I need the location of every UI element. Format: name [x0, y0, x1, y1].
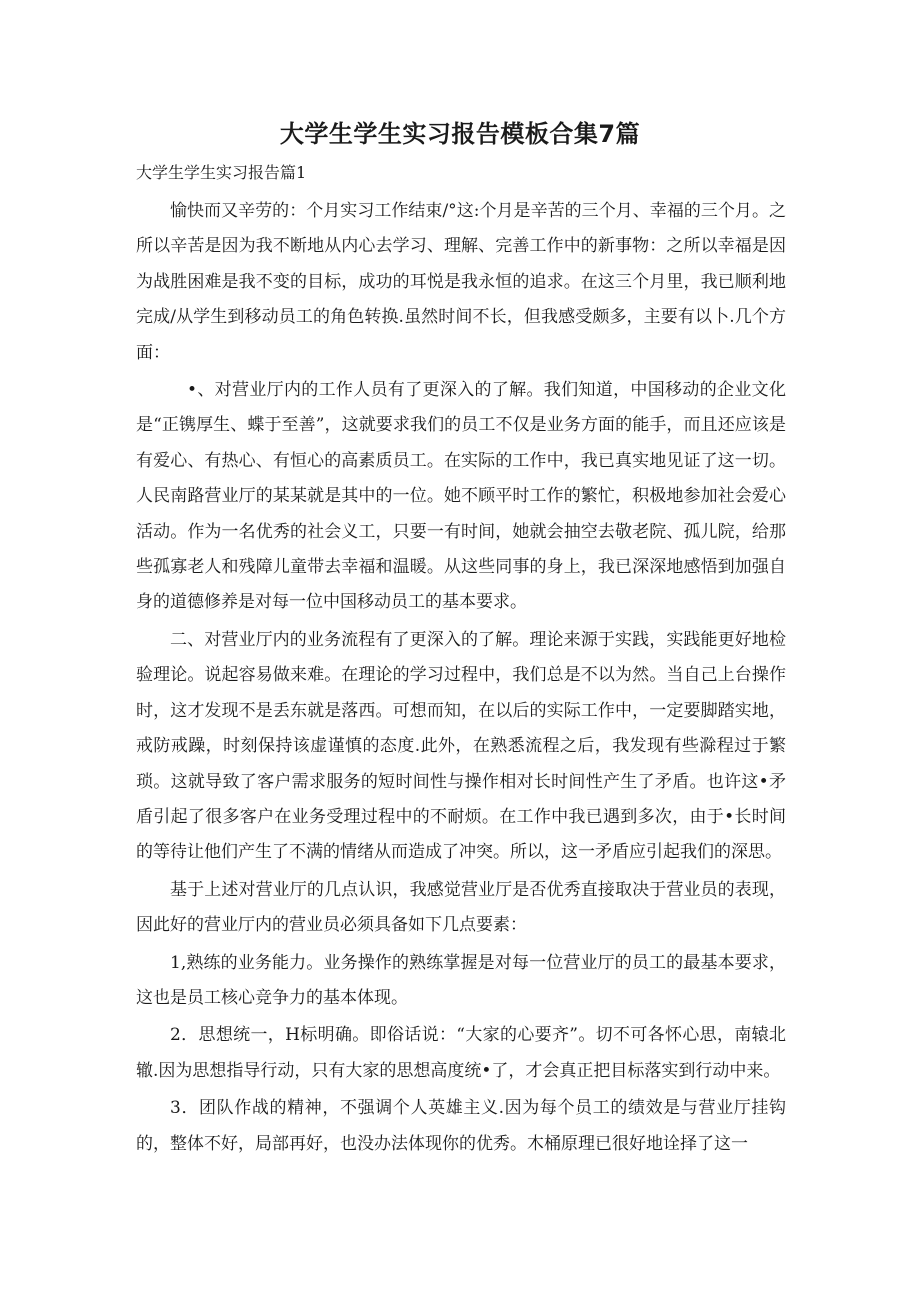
paragraph-item-1: 1,熟练的业务能力。业务操作的熟练掌握是对每一位营业厅的员工的最基本要求，这也是员工核心竞争力的基本体现。 [136, 952, 786, 1008]
paragraph-item-3: 3．团队作战的精神，不强调个人英雄主义.因为每个员工的绩效是与营业厅挂钩的，整体不好，局部再好，也没办法体现你的优秀。木桶原理已很好地诠择了这一 [136, 1098, 786, 1154]
paragraph-summary: 基于上述对营业厅的几点认识，我感觉营业厅是否优秀直接取决于营业员的表现，因此好的营业厅内的营业员必须具备如下几点要素： [136, 879, 786, 936]
section-heading: 大学生学生实习报告篇1 [136, 163, 307, 182]
paragraph-intro: 愉快而又辛劳的：个月实习工作结束/°这:个月是辛苦的三个月、幸福的三个月。之所以辛苦是因为我不断地从内心去学习、理解、完善工作中的新事物：之所以幸福是因为战胜困难是我不变的目标，成功的耳悦是我永恒的追求。在这三个月里，我已顺利地完成/从学生到移动员工的角色转换.虽然时间不长，但我感受颇多，主要有以卜.几个方面： [136, 201, 786, 363]
paragraph-point-2: 二、对营业厅内的业务流程有了更深入的了解。理论来源于实践，实践能更好地检验理论。说起容易做来难。在理论的学习过程中，我们总是不以为然。当自己上台操作时，这才发现不是丢东就是落西。可想而知，在以后的实际工作中，一定要脚踏实地，戒防戒躁，时刻保持该虚谨慎的态度.此外，在熟悉流程之后，我发现有些滁程过于繁琐。这就导致了客户需求服务的短时间性与操作相对长时间性产生了矛盾。也许这•矛盾引起了很多客户在业务受理过程中的不耐烦。在工作中我已遇到多次，由于•长时间的等待让他们产生了不满的情绪从而造成了冲突。所以，这一矛盾应引起我们的深思。 [136, 629, 786, 863]
document-body [136, 194, 786, 1162]
paragraph-point-1: •、对营业厅内的工作人员有了更深入的了解。我们知道，中国移动的企业文化是“正镌厚生、蝶于至善”，这就要求我们的员工不仅是业务方面的能手，而且还应该是有爱心、有热心、有恒心的高素质员工。在实际的工作中，我已真实地见证了这一切。人民南路营业厅的某某就是其中的一位。她不顾平时工作的繁忙，积极地参加社会爱心活动。作为一名优秀的社会义工，只要一有时间，她就会抽空去敬老院、孤儿院，给那些孤寡老人和残障儿童带去幸福和温暖。从这些同事的身上，我已深深地感悟到加强自身的道德修养是对每一位中国移动员工的基本要求。 [136, 380, 786, 613]
document-title: 大学生学生实习报告模板合集7篇 [279, 120, 641, 148]
paragraph-item-2: 2．思想统一，H标明确。即俗话说：“大家的心要齐”。切不可各怀心思，南辕北辙.因为思想指导行动，只有大家的思想高度统•了，才会真正把目标落实到行动中来。 [136, 1025, 786, 1081]
